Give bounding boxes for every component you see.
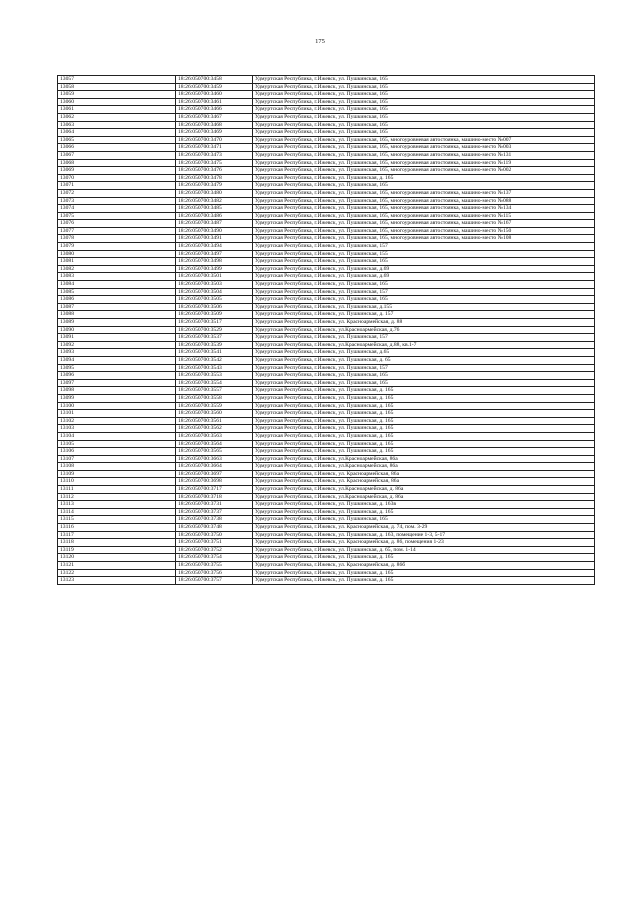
table-row <box>58 265 595 273</box>
table-row <box>58 334 595 342</box>
table-row <box>58 243 595 251</box>
row-number-cell: 13100 <box>58 402 176 410</box>
row-number-cell: 13072 <box>58 189 176 197</box>
cadastral-number-cell: 18:26:050700:3560 <box>176 410 253 418</box>
cadastral-number-cell: 18:26:050700:3517 <box>176 319 253 327</box>
table-row <box>58 486 595 494</box>
table-row <box>58 296 595 304</box>
cadastral-number-cell: 18:26:050700:3565 <box>176 448 253 456</box>
registry-table <box>57 75 595 585</box>
cadastral-number-cell: 18:26:050700:3541 <box>176 349 253 357</box>
table-row <box>58 129 595 137</box>
table-row <box>58 417 595 425</box>
row-number-cell: 13097 <box>58 379 176 387</box>
cadastral-number-cell: 18:26:050700:3539 <box>176 341 253 349</box>
table-row <box>58 144 595 152</box>
address-cell: Удмуртская Республика, г.Ижевск, ул. Пушкинская, д.155 <box>253 303 595 311</box>
row-number-cell: 13059 <box>58 91 176 99</box>
table-row <box>58 569 595 577</box>
row-number-cell: 13088 <box>58 311 176 319</box>
row-number-cell: 13092 <box>58 341 176 349</box>
address-cell: Удмуртская Республика, г.Ижевск, ул. Красноармейская, д. 86б <box>253 562 595 570</box>
table-row <box>58 432 595 440</box>
address-cell: Удмуртская Республика, г.Ижевск, ул. Пушкинская, 165, многоуровневая автостоянка, машино-место №115 <box>253 212 595 220</box>
row-number-cell: 13074 <box>58 205 176 213</box>
table-row <box>58 258 595 266</box>
row-number-cell: 13061 <box>58 106 176 114</box>
row-number-cell: 13078 <box>58 235 176 243</box>
cadastral-number-cell: 18:26:050700:3466 <box>176 106 253 114</box>
address-cell: Удмуртская Республика, г.Ижевск, ул. Пушкинская, 165, многоуровневая автостоянка, машино-место №002 <box>253 167 595 175</box>
address-cell: Удмуртская Республика, г.Ижевск, ул. Пушкинская, 165, многоуровневая автостоянка, машино-место №119 <box>253 159 595 167</box>
address-cell: Удмуртская Республика, г.Ижевск, ул. Пушкинская, д. 165 <box>253 569 595 577</box>
address-cell: Удмуртская Республика, г.Ижевск, ул. Красноармейская, д. 88 <box>253 319 595 327</box>
row-number-cell: 13122 <box>58 569 176 577</box>
cadastral-number-cell: 18:26:050700:3467 <box>176 113 253 121</box>
table-row <box>58 524 595 532</box>
cadastral-number-cell: 18:26:050700:3750 <box>176 531 253 539</box>
table-row <box>58 425 595 433</box>
address-cell: Удмуртская Республика, г.Ижевск, ул. Пушкинская, 157 <box>253 364 595 372</box>
table-row <box>58 182 595 190</box>
address-cell: Удмуртская Республика, г.Ижевск, ул.Красноармейская, 86а <box>253 455 595 463</box>
row-number-cell: 13069 <box>58 167 176 175</box>
cadastral-number-cell: 18:26:050700:3752 <box>176 546 253 554</box>
cadastral-number-cell: 18:26:050700:3458 <box>176 76 253 84</box>
row-number-cell: 13116 <box>58 524 176 532</box>
row-number-cell: 13060 <box>58 98 176 106</box>
address-cell: Удмуртская Республика, г.Ижевск, ул. Пушкинская, д.69 <box>253 273 595 281</box>
row-number-cell: 13086 <box>58 296 176 304</box>
address-cell: Удмуртская Республика, г.Ижевск, ул. Пушкинская, 165, многоуровневая автостоянка, машино-место №108 <box>253 235 595 243</box>
row-number-cell: 13103 <box>58 425 176 433</box>
address-cell: Удмуртская Республика, г.Ижевск, ул.Красноармейская, д. 86а <box>253 486 595 494</box>
cadastral-number-cell: 18:26:050700:3505 <box>176 296 253 304</box>
table-row <box>58 98 595 106</box>
row-number-cell: 13108 <box>58 463 176 471</box>
row-number-cell: 13095 <box>58 364 176 372</box>
address-cell: Удмуртская Республика, г.Ижевск, ул. Пушкинская, 157 <box>253 243 595 251</box>
address-cell: Удмуртская Республика, г.Ижевск, ул. Пушкинская, д. 165 <box>253 432 595 440</box>
table-row <box>58 387 595 395</box>
cadastral-number-cell: 18:26:050700:3501 <box>176 273 253 281</box>
table-row <box>58 349 595 357</box>
row-number-cell: 13058 <box>58 83 176 91</box>
cadastral-number-cell: 18:26:050700:3476 <box>176 167 253 175</box>
cadastral-number-cell: 18:26:050700:3738 <box>176 516 253 524</box>
table-row <box>58 281 595 289</box>
cadastral-number-cell: 18:26:050700:3563 <box>176 432 253 440</box>
table-row <box>58 402 595 410</box>
row-number-cell: 13087 <box>58 303 176 311</box>
row-number-cell: 13067 <box>58 151 176 159</box>
row-number-cell: 13070 <box>58 174 176 182</box>
table-row <box>58 501 595 509</box>
row-number-cell: 13084 <box>58 281 176 289</box>
cadastral-number-cell: 18:26:050700:3504 <box>176 288 253 296</box>
row-number-cell: 13119 <box>58 546 176 554</box>
row-number-cell: 13085 <box>58 288 176 296</box>
row-number-cell: 13065 <box>58 136 176 144</box>
row-number-cell: 13077 <box>58 227 176 235</box>
cadastral-number-cell: 18:26:050700:3529 <box>176 326 253 334</box>
address-cell: Удмуртская Республика, г.Ижевск, ул. Пушкинская, 165, многоуровневая автостоянка, машино-место №150 <box>253 227 595 235</box>
table-row <box>58 83 595 91</box>
address-cell: Удмуртская Республика, г.Ижевск, ул. Пушкинская, д. 163в <box>253 501 595 509</box>
cadastral-number-cell: 18:26:050700:3751 <box>176 539 253 547</box>
table-row <box>58 136 595 144</box>
cadastral-number-cell: 18:26:050700:3499 <box>176 265 253 273</box>
cadastral-number-cell: 18:26:050700:3469 <box>176 129 253 137</box>
address-cell: Удмуртская Республика, г.Ижевск, ул. Пушкинская, 157 <box>253 288 595 296</box>
table-row <box>58 493 595 501</box>
row-number-cell: 13076 <box>58 220 176 228</box>
address-cell: Удмуртская Республика, г.Ижевск, ул. Пушкинская, 165, многоуровневая автостоянка, машино-место №134 <box>253 205 595 213</box>
table-row <box>58 250 595 258</box>
table-row <box>58 159 595 167</box>
row-number-cell: 13113 <box>58 501 176 509</box>
address-cell: Удмуртская Республика, г.Ижевск, ул. Пушкинская, д. 165 <box>253 387 595 395</box>
cadastral-number-cell: 18:26:050700:3718 <box>176 493 253 501</box>
cadastral-number-cell: 18:26:050700:3748 <box>176 524 253 532</box>
table-row <box>58 463 595 471</box>
cadastral-number-cell: 18:26:050700:3494 <box>176 243 253 251</box>
row-number-cell: 13101 <box>58 410 176 418</box>
row-number-cell: 13090 <box>58 326 176 334</box>
cadastral-number-cell: 18:26:050700:3479 <box>176 182 253 190</box>
cadastral-number-cell: 18:26:050700:3756 <box>176 569 253 577</box>
row-number-cell: 13057 <box>58 76 176 84</box>
table-row <box>58 562 595 570</box>
row-number-cell: 13114 <box>58 508 176 516</box>
table-row <box>58 197 595 205</box>
address-cell: Удмуртская Республика, г.Ижевск, ул. Пушкинская, 165, многоуровневая автостоянка, машино-место №131 <box>253 151 595 159</box>
table-row <box>58 394 595 402</box>
page-number: 175 <box>315 38 325 45</box>
table-row <box>58 478 595 486</box>
row-number-cell: 13094 <box>58 356 176 364</box>
table-row <box>58 379 595 387</box>
cadastral-number-cell: 18:26:050700:3553 <box>176 372 253 380</box>
address-cell: Удмуртская Республика, г.Ижевск, ул. Пушкинская, 165, многоуровневая автостоянка, машино-место №137 <box>253 189 595 197</box>
table-row <box>58 288 595 296</box>
address-cell: Удмуртская Республика, г.Ижевск, ул. Пушкинская, 165 <box>253 296 595 304</box>
cadastral-number-cell: 18:26:050700:3498 <box>176 258 253 266</box>
cadastral-number-cell: 18:26:050700:3537 <box>176 334 253 342</box>
cadastral-number-cell: 18:26:050700:3497 <box>176 250 253 258</box>
cadastral-number-cell: 18:26:050700:3558 <box>176 394 253 402</box>
row-number-cell: 13068 <box>58 159 176 167</box>
cadastral-number-cell: 18:26:050700:3737 <box>176 508 253 516</box>
table-row <box>58 227 595 235</box>
cadastral-number-cell: 18:26:050700:3485 <box>176 205 253 213</box>
table-row <box>58 167 595 175</box>
address-cell: Удмуртская Республика, г.Ижевск, ул. Красноармейская, 86а <box>253 470 595 478</box>
address-cell: Удмуртская Республика, г.Ижевск, ул. Пушкинская, 165 <box>253 106 595 114</box>
cadastral-number-cell: 18:26:050700:3473 <box>176 151 253 159</box>
address-cell: Удмуртская Республика, г.Ижевск, ул. Пушкинская, 165 <box>253 372 595 380</box>
row-number-cell: 13107 <box>58 455 176 463</box>
table-row <box>58 235 595 243</box>
row-number-cell: 13112 <box>58 493 176 501</box>
address-cell: Удмуртская Республика, г.Ижевск, ул. Пушкинская, д. 165 <box>253 508 595 516</box>
table-row <box>58 508 595 516</box>
row-number-cell: 13063 <box>58 121 176 129</box>
address-cell: Удмуртская Республика, г.Ижевск, ул. Красноармейская, 86а <box>253 478 595 486</box>
cadastral-number-cell: 18:26:050700:3542 <box>176 356 253 364</box>
address-cell: Удмуртская Республика, г.Ижевск, ул. Красноармейская, д. 74, пом. 3-29 <box>253 524 595 532</box>
row-number-cell: 13105 <box>58 440 176 448</box>
address-cell: Удмуртская Республика, г.Ижевск, ул. Пушкинская, 165 <box>253 129 595 137</box>
table-row <box>58 470 595 478</box>
table-row <box>58 311 595 319</box>
cadastral-number-cell: 18:26:050700:3491 <box>176 235 253 243</box>
table-row <box>58 410 595 418</box>
cadastral-number-cell: 18:26:050700:3509 <box>176 311 253 319</box>
table-row <box>58 364 595 372</box>
address-cell: Удмуртская Республика, г.Ижевск, ул. Пушкинская, 165 <box>253 281 595 289</box>
row-number-cell: 13117 <box>58 531 176 539</box>
address-cell: Удмуртская Республика, г.Ижевск, ул. Пушкинская, д.65 <box>253 349 595 357</box>
address-cell: Удмуртская Республика, г.Ижевск, ул. Пушкинская, 157 <box>253 334 595 342</box>
address-cell: Удмуртская Республика, г.Ижевск, ул.Красноармейская, д.76 <box>253 326 595 334</box>
address-cell: Удмуртская Республика, г.Ижевск, ул. Пушкинская, 165, многоуровневая автостоянка, машино-место №088 <box>253 197 595 205</box>
cadastral-number-cell: 18:26:050700:3503 <box>176 281 253 289</box>
table-row <box>58 91 595 99</box>
cadastral-number-cell: 18:26:050700:3559 <box>176 402 253 410</box>
row-number-cell: 13120 <box>58 554 176 562</box>
address-cell: Удмуртская Республика, г.Ижевск, ул. Пушкинская, д. 165 <box>253 448 595 456</box>
address-cell: Удмуртская Республика, г.Ижевск, ул. Пушкинская, д. 65, пом. 1-14 <box>253 546 595 554</box>
address-cell: Удмуртская Республика, г.Ижевск, ул. Пушкинская, 155 <box>253 250 595 258</box>
table-row <box>58 341 595 349</box>
row-number-cell: 13115 <box>58 516 176 524</box>
table-row <box>58 546 595 554</box>
table-row <box>58 356 595 364</box>
address-cell: Удмуртская Республика, г.Ижевск, ул. Пушкинская, 165 <box>253 258 595 266</box>
cadastral-number-cell: 18:26:050700:3754 <box>176 554 253 562</box>
address-cell: Удмуртская Республика, г.Ижевск, ул. Пушкинская, д. 165 <box>253 554 595 562</box>
row-number-cell: 13079 <box>58 243 176 251</box>
row-number-cell: 13109 <box>58 470 176 478</box>
cadastral-number-cell: 18:26:050700:3482 <box>176 197 253 205</box>
row-number-cell: 13062 <box>58 113 176 121</box>
address-cell: Удмуртская Республика, г.Ижевск, ул. Пушкинская, д. 165 <box>253 425 595 433</box>
table-row <box>58 220 595 228</box>
address-cell: Удмуртская Республика, г.Ижевск, ул. Пушкинская, 165, многоуровневая автостоянка, машино-место №167 <box>253 220 595 228</box>
cadastral-number-cell: 18:26:050700:3460 <box>176 91 253 99</box>
cadastral-number-cell: 18:26:050700:3757 <box>176 577 253 585</box>
row-number-cell: 13123 <box>58 577 176 585</box>
row-number-cell: 13102 <box>58 417 176 425</box>
row-number-cell: 13093 <box>58 349 176 357</box>
address-cell: Удмуртская Республика, г.Ижевск, ул.Красноармейская, д.88, кв.1-7 <box>253 341 595 349</box>
table-row <box>58 76 595 84</box>
address-cell: Удмуртская Республика, г.Ижевск, ул. Пушкинская, д. 165 <box>253 440 595 448</box>
row-number-cell: 13096 <box>58 372 176 380</box>
address-cell: Удмуртская Республика, г.Ижевск, ул. Пушкинская, д. 165 <box>253 417 595 425</box>
table-row <box>58 303 595 311</box>
table-row <box>58 448 595 456</box>
address-cell: Удмуртская Республика, г.Ижевск, ул. Пушкинская, 165 <box>253 379 595 387</box>
table-row <box>58 539 595 547</box>
cadastral-number-cell: 18:26:050700:3557 <box>176 387 253 395</box>
row-number-cell: 13083 <box>58 273 176 281</box>
cadastral-number-cell: 18:26:050700:3564 <box>176 440 253 448</box>
row-number-cell: 13080 <box>58 250 176 258</box>
table-row <box>58 212 595 220</box>
cadastral-number-cell: 18:26:050700:3490 <box>176 227 253 235</box>
table-row <box>58 554 595 562</box>
cadastral-number-cell: 18:26:050700:3475 <box>176 159 253 167</box>
address-cell: Удмуртская Республика, г.Ижевск, ул. Пушкинская, д. 165 <box>253 577 595 585</box>
table-row <box>58 516 595 524</box>
table-row <box>58 372 595 380</box>
cadastral-number-cell: 18:26:050700:3459 <box>176 83 253 91</box>
cadastral-number-cell: 18:26:050700:3561 <box>176 417 253 425</box>
registry-table-body <box>58 76 595 585</box>
table-row <box>58 151 595 159</box>
cadastral-number-cell: 18:26:050700:3731 <box>176 501 253 509</box>
cadastral-number-cell: 18:26:050700:3717 <box>176 486 253 494</box>
address-cell: Удмуртская Республика, г.Ижевск, ул. Пушкинская, 165, многоуровневая автостоянка, машино-место №007 <box>253 136 595 144</box>
row-number-cell: 13104 <box>58 432 176 440</box>
address-cell: Удмуртская Республика, г.Ижевск, ул. Пушкинская, д. 157 <box>253 311 595 319</box>
row-number-cell: 13111 <box>58 486 176 494</box>
row-number-cell: 13106 <box>58 448 176 456</box>
cadastral-number-cell: 18:26:050700:3554 <box>176 379 253 387</box>
table-row <box>58 531 595 539</box>
address-cell: Удмуртская Республика, г.Ижевск, ул. Пушкинская, д. 163, помещение 1-3, 5-17 <box>253 531 595 539</box>
address-cell: Удмуртская Республика, г.Ижевск, ул. Пушкинская, д. 165 <box>253 402 595 410</box>
row-number-cell: 13118 <box>58 539 176 547</box>
cadastral-number-cell: 18:26:050700:3663 <box>176 455 253 463</box>
address-cell: Удмуртская Республика, г.Ижевск, ул. Пушкинская, 165, многоуровневая автостоянка, машино-место №003 <box>253 144 595 152</box>
cadastral-number-cell: 18:26:050700:3562 <box>176 425 253 433</box>
row-number-cell: 13064 <box>58 129 176 137</box>
address-cell: Удмуртская Республика, г.Ижевск, ул. Красноармейская, д. 86, помещения 1-23 <box>253 539 595 547</box>
address-cell: Удмуртская Республика, г.Ижевск, ул. Пушкинская, 165 <box>253 91 595 99</box>
table-row <box>58 273 595 281</box>
row-number-cell: 13099 <box>58 394 176 402</box>
address-cell: Удмуртская Республика, г.Ижевск, ул. Пушкинская, д. 165 <box>253 394 595 402</box>
cadastral-number-cell: 18:26:050700:3698 <box>176 478 253 486</box>
table-row <box>58 577 595 585</box>
table-row <box>58 455 595 463</box>
address-cell: Удмуртская Республика, г.Ижевск, ул. Пушкинская, д. 165 <box>253 174 595 182</box>
address-cell: Удмуртская Республика, г.Ижевск, ул. Пушкинская, 165 <box>253 76 595 84</box>
cadastral-number-cell: 18:26:050700:3486 <box>176 212 253 220</box>
table-row <box>58 205 595 213</box>
cadastral-number-cell: 18:26:050700:3471 <box>176 144 253 152</box>
table-row <box>58 113 595 121</box>
row-number-cell: 13110 <box>58 478 176 486</box>
cadastral-number-cell: 18:26:050700:3487 <box>176 220 253 228</box>
row-number-cell: 13089 <box>58 319 176 327</box>
table-row <box>58 121 595 129</box>
row-number-cell: 13082 <box>58 265 176 273</box>
cadastral-number-cell: 18:26:050700:3461 <box>176 98 253 106</box>
address-cell: Удмуртская Республика, г.Ижевск, ул. Пушкинская, д.69 <box>253 265 595 273</box>
address-cell: Удмуртская Республика, г.Ижевск, ул. Пушкинская, 165 <box>253 182 595 190</box>
cadastral-number-cell: 18:26:050700:3468 <box>176 121 253 129</box>
address-cell: Удмуртская Республика, г.Ижевск, ул. Пушкинская, 165 <box>253 83 595 91</box>
address-cell: Удмуртская Республика, г.Ижевск, ул. Пушкинская, 165 <box>253 516 595 524</box>
address-cell: Удмуртская Республика, г.Ижевск, ул.Красноармейская, д. 86а <box>253 493 595 501</box>
address-cell: Удмуртская Республика, г.Ижевск, ул. Пушкинская, д. 65 <box>253 356 595 364</box>
address-cell: Удмуртская Республика, г.Ижевск, ул.Красноармейская, 86а <box>253 463 595 471</box>
table-row <box>58 174 595 182</box>
row-number-cell: 13066 <box>58 144 176 152</box>
cadastral-number-cell: 18:26:050700:3478 <box>176 174 253 182</box>
row-number-cell: 13121 <box>58 562 176 570</box>
row-number-cell: 13073 <box>58 197 176 205</box>
address-cell: Удмуртская Республика, г.Ижевск, ул. Пушкинская, 165 <box>253 113 595 121</box>
address-cell: Удмуртская Республика, г.Ижевск, ул. Пушкинская, д. 165 <box>253 410 595 418</box>
table-row <box>58 189 595 197</box>
cadastral-number-cell: 18:26:050700:3664 <box>176 463 253 471</box>
address-cell: Удмуртская Республика, г.Ижевск, ул. Пушкинская, 165 <box>253 121 595 129</box>
table-row <box>58 440 595 448</box>
row-number-cell: 13091 <box>58 334 176 342</box>
table-row <box>58 106 595 114</box>
row-number-cell: 13075 <box>58 212 176 220</box>
cadastral-number-cell: 18:26:050700:3480 <box>176 189 253 197</box>
table-row <box>58 326 595 334</box>
cadastral-number-cell: 18:26:050700:3697 <box>176 470 253 478</box>
cadastral-number-cell: 18:26:050700:3506 <box>176 303 253 311</box>
row-number-cell: 13071 <box>58 182 176 190</box>
row-number-cell: 13098 <box>58 387 176 395</box>
address-cell: Удмуртская Республика, г.Ижевск, ул. Пушкинская, 165 <box>253 98 595 106</box>
row-number-cell: 13081 <box>58 258 176 266</box>
cadastral-number-cell: 18:26:050700:3755 <box>176 562 253 570</box>
table-row <box>58 319 595 327</box>
cadastral-number-cell: 18:26:050700:3543 <box>176 364 253 372</box>
cadastral-number-cell: 18:26:050700:3470 <box>176 136 253 144</box>
